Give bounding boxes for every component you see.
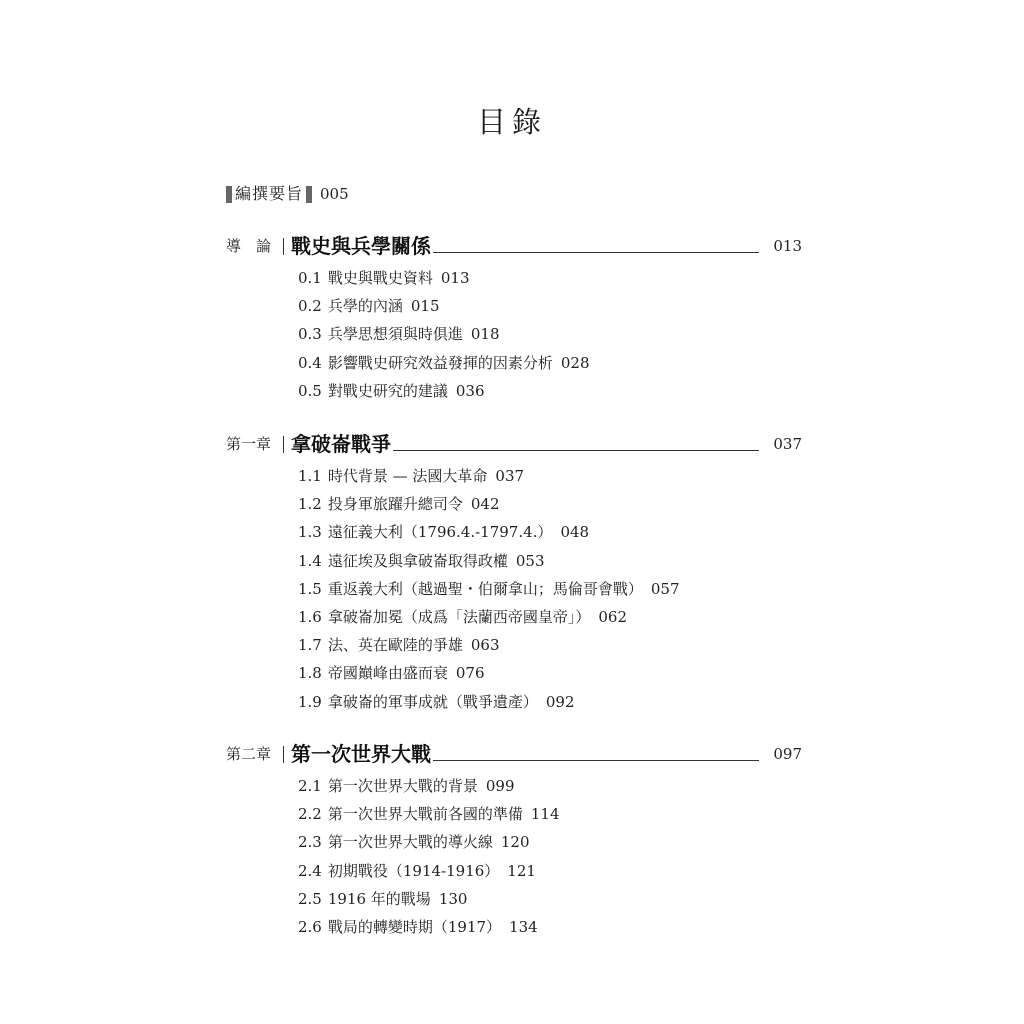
section-number: 2.3 (298, 833, 322, 852)
section-number: 1.4 (298, 551, 322, 570)
section-title: 兵學思想須與時俱進 (327, 325, 463, 344)
section-page: 015 (410, 297, 440, 316)
chapter-heading (226, 428, 802, 456)
section-number: 2.4 (298, 861, 322, 880)
section-title: 影響戰史研究效益發揮的因素分析 (327, 353, 553, 372)
section-page: 092 (545, 692, 575, 711)
chapter-label: 第一章 (226, 435, 272, 453)
section-page: 063 (470, 636, 500, 655)
chapter-page: 013 (773, 237, 802, 255)
section-number: 2.6 (298, 917, 322, 936)
section-page: 053 (515, 551, 545, 570)
section-number: 1.8 (298, 664, 322, 683)
section-page: 013 (440, 269, 470, 287)
chapter-heading (226, 230, 802, 258)
chapter-page: 037 (773, 435, 802, 453)
section-entry (226, 772, 802, 800)
section-list (226, 462, 802, 716)
section-title: 兵學的內涵 (327, 297, 403, 316)
preface-page: 005 (320, 185, 349, 203)
section-number: 1.6 (298, 607, 322, 626)
section-entry (226, 292, 802, 320)
chapter-world-war-one (226, 738, 802, 941)
section-title: 第一次世界大戰的背景 (327, 777, 478, 795)
section-title: 遠征埃及與拿破崙取得政權 (327, 551, 508, 570)
section-number: 1.1 (298, 467, 322, 485)
section-number: 0.4 (298, 353, 322, 372)
section-page: 028 (560, 353, 590, 372)
preface-bar-left (226, 186, 232, 203)
section-entry (226, 800, 802, 828)
section-entry (226, 913, 802, 941)
section-entry (226, 575, 802, 603)
section-page: 036 (455, 381, 485, 400)
section-number: 1.3 (298, 523, 322, 542)
section-page: 134 (509, 917, 538, 936)
section-entry (226, 320, 802, 348)
page-title: 目錄 (476, 105, 547, 139)
section-page: 121 (507, 861, 536, 880)
section-entry (226, 264, 802, 292)
section-title: 拿破崙的軍事成就（戰爭遺產） (327, 692, 538, 711)
section-number: 1.2 (298, 495, 322, 514)
chapter-title: 戰史與兵學關係 (291, 234, 431, 258)
section-number: 0.2 (298, 297, 322, 316)
section-list (226, 264, 802, 405)
section-number: 0.5 (298, 381, 322, 400)
section-entry (226, 659, 802, 687)
section-title: 第一次世界大戰的導火線 (327, 833, 493, 852)
section-entry (226, 828, 802, 856)
section-title: 1916 年的戰場 (327, 889, 431, 908)
section-page: 076 (455, 664, 485, 683)
section-title: 戰局的轉變時期（1917） (327, 917, 502, 936)
section-page: 048 (560, 523, 590, 542)
section-entry (226, 377, 802, 405)
chapter-leader-line (433, 251, 759, 253)
section-page: 042 (470, 495, 500, 514)
section-page: 057 (650, 579, 680, 598)
preface-entry (226, 184, 349, 204)
section-page: 037 (495, 467, 525, 485)
section-title: 第一次世界大戰前各國的準備 (327, 805, 523, 824)
section-page: 062 (598, 607, 628, 626)
preface-title: 編撰要旨 (235, 184, 304, 203)
chapter-heading (226, 738, 802, 766)
chapter-label: 第二章 (226, 745, 272, 763)
chapter-title: 拿破崙戰爭 (291, 432, 391, 456)
section-number: 0.1 (298, 269, 322, 287)
section-entry (226, 631, 802, 659)
chapter-leader-line (433, 759, 759, 761)
section-title: 投身軍旅躍升總司令 (327, 495, 463, 514)
chapter-separator (283, 746, 284, 763)
section-number: 0.3 (298, 325, 322, 344)
section-entry (226, 518, 802, 546)
section-entry (226, 547, 802, 575)
section-page: 130 (438, 889, 468, 908)
chapter-separator (283, 436, 284, 453)
section-entry (226, 490, 802, 518)
section-entry (226, 688, 802, 716)
chapter-label: 導 論 (226, 237, 272, 255)
chapter-title: 第一次世界大戰 (291, 742, 431, 766)
section-title: 拿破崙加冕（成爲「法蘭西帝國皇帝」） (327, 607, 591, 626)
section-title: 戰史與戰史資料 (327, 269, 433, 287)
section-list (226, 772, 802, 941)
section-number: 1.5 (298, 579, 322, 598)
section-title: 重返義大利（越過聖・伯爾拿山；馬倫哥會戰） (327, 579, 643, 598)
section-title: 帝國巔峰由盛而衰 (327, 664, 448, 683)
section-title: 遠征義大利（1796.4.-1797.4.） (327, 523, 553, 542)
section-page: 114 (530, 805, 560, 824)
section-page: 099 (485, 777, 515, 795)
section-number: 1.7 (298, 636, 322, 655)
section-title: 法、英在歐陸的爭雄 (327, 636, 463, 655)
section-number: 2.2 (298, 805, 322, 824)
chapter-separator (283, 238, 284, 255)
section-entry (226, 462, 802, 490)
section-title: 對戰史研究的建議 (327, 381, 448, 400)
section-entry (226, 857, 802, 885)
section-number: 1.9 (298, 692, 322, 711)
section-number: 2.5 (298, 889, 322, 908)
chapter-introduction (226, 230, 802, 405)
chapter-napoleonic-wars (226, 428, 802, 716)
chapter-leader-line (393, 449, 759, 451)
section-title: 時代背景 — 法國大革命 (327, 467, 488, 485)
section-entry (226, 349, 802, 377)
chapter-page: 097 (773, 745, 802, 763)
section-entry (226, 885, 802, 913)
section-title: 初期戰役（1914-1916） (327, 861, 500, 880)
section-page: 120 (500, 833, 530, 852)
section-entry (226, 603, 802, 631)
preface-bar-right (306, 186, 312, 203)
section-page: 018 (470, 325, 500, 344)
section-number: 2.1 (298, 777, 322, 795)
